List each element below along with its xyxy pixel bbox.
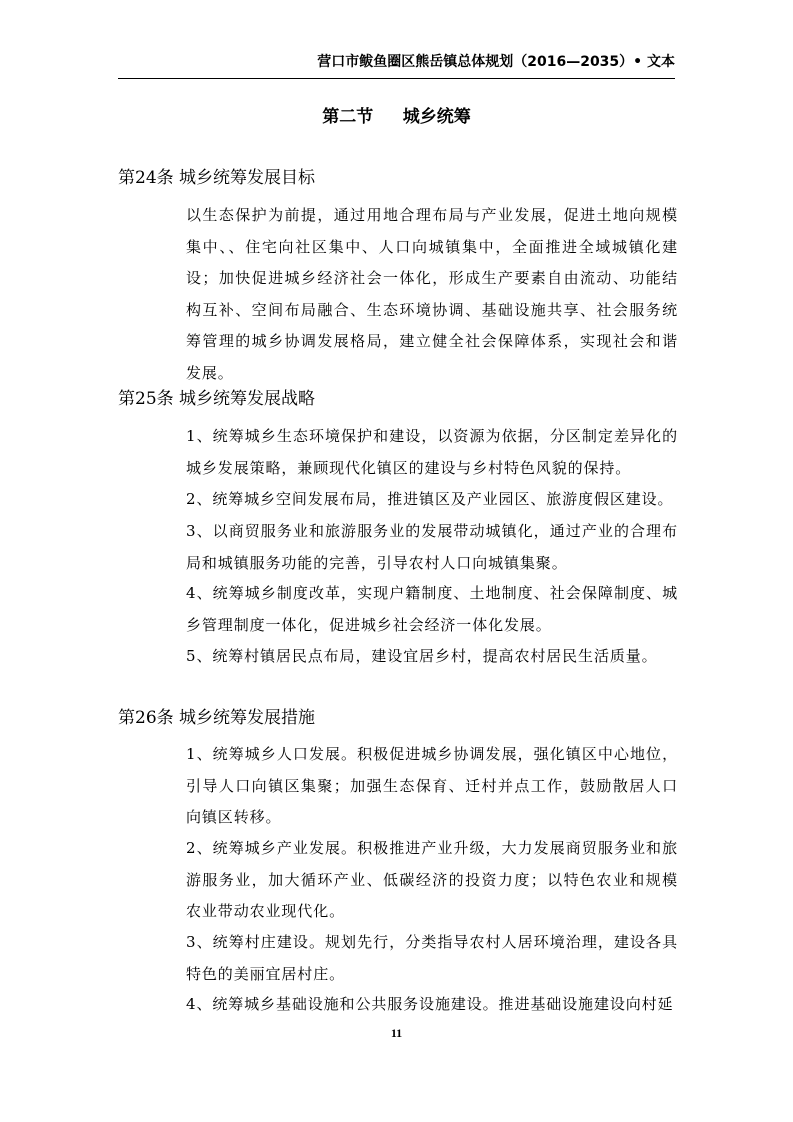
article-25-item-1: 1、统筹城乡生态环境保护和建设，以资源为依据，分区制定差异化的城乡发展策略，兼顾现代化镇区的建设与乡村特色风貌的保持。 [186, 427, 678, 477]
document-title: 营口市鲅鱼圈区熊岳镇总体规划（2016—2035）• 文本 [317, 54, 675, 70]
article-26-item-1: 1、统筹城乡人口发展。积极促进城乡协调发展，强化镇区中心地位，引导人口向镇区集聚；加强生态保育、迁村并点工作，鼓励散居人口向镇区转移。 [186, 745, 678, 826]
article-25-item-3: 3、以商贸服务业和旅游服务业的发展带动城镇化，通过产业的合理布局和城镇服务功能的完善，引导农村人口向城镇集聚。 [186, 522, 678, 572]
article-26-item-3: 3、统筹村庄建设。规划先行，分类指导农村人居环境治理，建设各具特色的美丽宜居村庄。 [186, 933, 678, 983]
article-25-item-4: 4、统筹城乡制度改革，实现户籍制度、土地制度、社会保障制度、城乡管理制度一体化，促进城乡社会经济一体化发展。 [186, 584, 678, 634]
article-26-title: 第26条 城乡统筹发展措施 [118, 708, 316, 728]
article-24-paragraph: 以生态保护为前提，通过用地合理布局与产业发展，促进土地向规模集中、、住宅向社区集中、人口向城镇集中，全面推进全域城镇化建设；加快促进城乡经济社会一体化，形成生产要素自由流动、功能结构互补、空间布局融合、生态环境协调、基础设施共享、社会服务统筹管理的城乡协调发展格局，建立健全社会保障体系，实现社会和谐发展。 [186, 206, 678, 382]
page-header [118, 52, 675, 79]
article-25-title: 第25条 城乡统筹发展战略 [118, 389, 316, 409]
article-24-title: 第24条 城乡统筹发展目标 [118, 168, 316, 188]
page-number: 11 [390, 1026, 403, 1040]
article-25-item-5: 5、统筹村镇居民点布局，建设宜居乡村，提高农村居民生活质量。 [186, 647, 658, 665]
section-title: 第二节 城乡统筹 [322, 107, 471, 127]
article-26-item-4: 4、统筹城乡基础设施和公共服务设施建设。推进基础设施建设向村延 [186, 995, 674, 1013]
article-26-item-2: 2、统筹城乡产业发展。积极推进产业升级，大力发展商贸服务业和旅游服务业，加大循环产业、低碳经济的投资力度；以特色农业和规模农业带动农业现代化。 [186, 839, 678, 920]
article-25-item-2: 2、统筹城乡空间发展布局，推进镇区及产业园区、旅游度假区建设。 [186, 490, 674, 508]
